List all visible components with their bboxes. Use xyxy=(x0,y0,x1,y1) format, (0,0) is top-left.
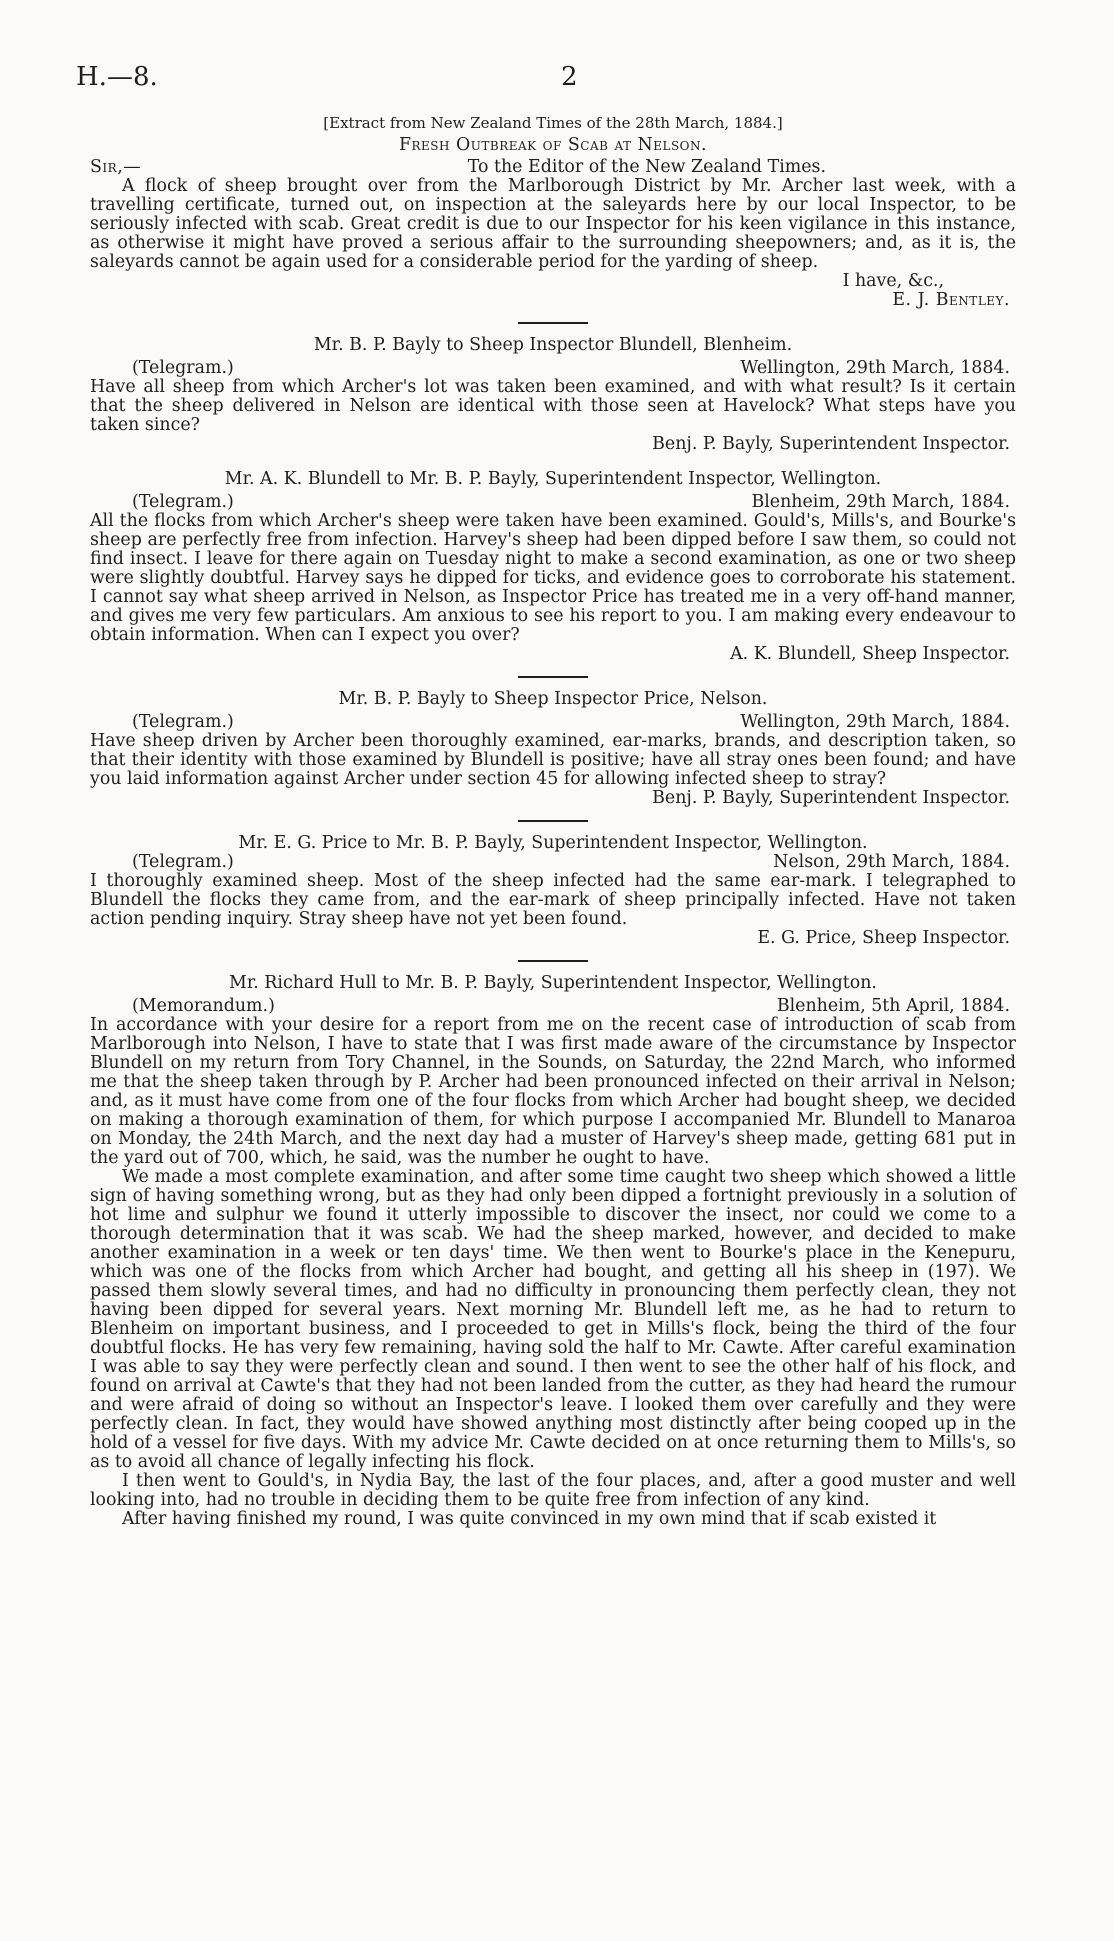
letter-meta-row xyxy=(90,713,1016,732)
letter-heading: Mr. A. K. Blundell to Mr. B. P. Bayly, Superintendent Inspector, Wellington. xyxy=(224,469,882,489)
section-divider xyxy=(518,820,588,822)
letter-meta-row xyxy=(90,359,1016,378)
letter-heading: Mr. B. P. Bayly to Sheep Inspector Price, Nelson. xyxy=(338,689,768,709)
memo-meta-row xyxy=(90,997,1016,1016)
memo-paragraph: I then went to Gould's, in Nydia Bay, the last of the four places, and, after a good muster and well looking into, had no trouble in deciding them to be quite free from infection of any kind. xyxy=(90,1471,1016,1510)
memo-paragraph: In accordance with your desire for a report from me on the recent case of introduction of scab from Marlborough into Nelson, I have to state that I was first made aware of the circumstance by Inspector Blundell on my return from Tory Channel, in the Sounds, on Saturday, the 22nd March, who informed me that the sheep taken through by P. Archer had been pronounced infected on their arrival in Nelson; and, as it must have come from one of the four flocks from which Archer had bought sheep, we decided on making a thorough examination of them, for which purpose I accompanied Mr. Blundell to Manaroa on Monday, the 24th March, and the next day had a muster of Harvey's sheep made, getting 681 put in the yard out of 700, which, he said, was the number he ought to have. xyxy=(90,1015,1016,1168)
extract-closing: I have, &c., xyxy=(842,271,944,291)
letter-place-date: Blenheim, 29th March, 1884. xyxy=(751,492,1010,512)
memo-paragraph: After having finished my round, I was quite convinced in my own mind that if scab existed it xyxy=(122,1509,937,1529)
section-divider xyxy=(518,960,588,962)
letter-heading: Mr. E. G. Price to Mr. B. P. Bayly, Superintendent Inspector, Wellington. xyxy=(238,833,868,853)
letter-body: Have sheep driven by Archer been thoroughly examined, ear-marks, brands, and description taken, so that their identity with those examined by Blundell is positive; have all stray ones been found; and have you laid information against Archer under section 45 for allowing infected sheep to stray? xyxy=(90,731,1016,789)
section-divider xyxy=(518,322,588,324)
main-column xyxy=(90,114,1016,1529)
extract-body: A flock of sheep brought over from the Marlborough District by Mr. Archer last week, with a travelling certificate, turned out, on inspection at the saleyards here by our local Inspector, to be seriously infected with scab. Great credit is due to our Inspector for his keen vigilance in this instance, as otherwise it might have proved a serious affair to the surrounding sheepowners; and, as it is, the saleyards cannot be again used for a considerable period for the yarding of sheep. xyxy=(90,176,1016,272)
letter-body: Have all sheep from which Archer's lot was taken been examined, and with what result? Is it certain that the sheep delivered in Nelson are identical with those seen at Havelock? What steps have you taken since? xyxy=(90,377,1016,435)
letter-heading: Mr. B. P. Bayly to Sheep Inspector Blundell, Blenheim. xyxy=(313,335,793,355)
extract-signature: E. J. Bentley. xyxy=(892,290,1010,310)
extract-address-row xyxy=(90,158,1016,177)
salutation: Sir,— xyxy=(90,157,142,177)
letter-signature: A. K. Blundell, Sheep Inspector. xyxy=(730,644,1010,664)
letter-body: I thoroughly examined sheep. Most of the sheep infected had the same ear-mark. I telegraphed to Blundell the flocks they came from, and the ear-mark of sheep principally infected. Have not taken action pending inquiry. Stray sheep have not yet been found. xyxy=(90,871,1016,929)
page-number: 2 xyxy=(561,62,578,92)
memo-type: (Memorandum.) xyxy=(132,996,275,1016)
to-editor-line: To the Editor of the New Zealand Times. xyxy=(467,157,826,177)
section-divider xyxy=(518,676,588,678)
letter-place-date: Wellington, 29th March, 1884. xyxy=(740,712,1010,732)
memo-paragraph: We made a most complete examination, and after some time caught two sheep which showed a little sign of having something wrong, but as they had only been dipped a fortnight previously in a solution of hot lime and sulphur we found it utterly impossible to discover the insect, nor could we come to a thorough determination that it was scab. We had the sheep marked, however, and decided to make another examination in a week or ten days' time. We then went to Bourke's place in the Kenepuru, which was one of the flocks from which Archer had bought, and getting all his sheep in (197). We passed them slowly several times, and had no difficulty in pronouncing them perfectly clean, they not having been dipped for several years. Next morning Mr. Blundell left me, as he had to return to Blenheim on important business, and I proceeded to get in Mills's flock, being the third of the four doubtful flocks. He has very few remaining, having sold the half to Mr. Cawte. After careful examination I was able to say they were perfectly clean and sound. I then went to see the other half of his flock, and found on arrival at Cawte's that they had not been landed from the cutter, as they had heard the rumour and were afraid of doing so without an Inspector's leave. I looked them over carefully and they were perfectly clean. In fact, they would have showed anything most distinctly after being cooped up in the hold of a vessel for five days. With my advice Mr. Cawte decided on at once returning them to Mills's, so as to avoid all chance of legally infecting his flock. xyxy=(90,1167,1016,1472)
extract-title: Fresh Outbreak of Scab at Nelson. xyxy=(398,135,708,155)
report-code: H.—8. xyxy=(76,62,158,92)
letter-place-date: Wellington, 29th March, 1884. xyxy=(740,358,1010,378)
letter-meta-row xyxy=(90,853,1016,872)
memo-heading: Mr. Richard Hull to Mr. B. P. Bayly, Superintendent Inspector, Wellington. xyxy=(229,973,877,993)
letter-type: (Telegram.) xyxy=(132,492,234,512)
extract-source: [Extract from New Zealand Times of the 28th March, 1884.] xyxy=(323,114,783,132)
letter-body: All the flocks from which Archer's sheep were taken have been examined. Gould's, Mills's, and Bourke's sheep are perfectly free from infection. Harvey's sheep had been dipped before I saw them, so could not find insect. I leave for there again on Tuesday night to make a second examination, as one or two sheep were slightly doubtful. Harvey says he dipped for ticks, and evidence goes to corroborate his statement. I cannot say what sheep arrived in Nelson, as Inspector Price has treated me in a very off-hand manner, and gives me very few particulars. Am anxious to see his report to you. I am making every endeavour to obtain information. When can I expect you over? xyxy=(90,511,1016,645)
letter-place-date: Nelson, 29th March, 1884. xyxy=(773,852,1010,872)
letter-signature: E. G. Price, Sheep Inspector. xyxy=(757,928,1010,948)
memo-place-date: Blenheim, 5th April, 1884. xyxy=(776,996,1010,1016)
letter-type: (Telegram.) xyxy=(132,712,234,732)
letter-type: (Telegram.) xyxy=(132,358,234,378)
letter-signature: Benj. P. Bayly, Superintendent Inspector. xyxy=(652,788,1010,808)
letter-signature: Benj. P. Bayly, Superintendent Inspector. xyxy=(652,434,1010,454)
letter-type: (Telegram.) xyxy=(132,852,234,872)
letter-meta-row xyxy=(90,493,1016,512)
